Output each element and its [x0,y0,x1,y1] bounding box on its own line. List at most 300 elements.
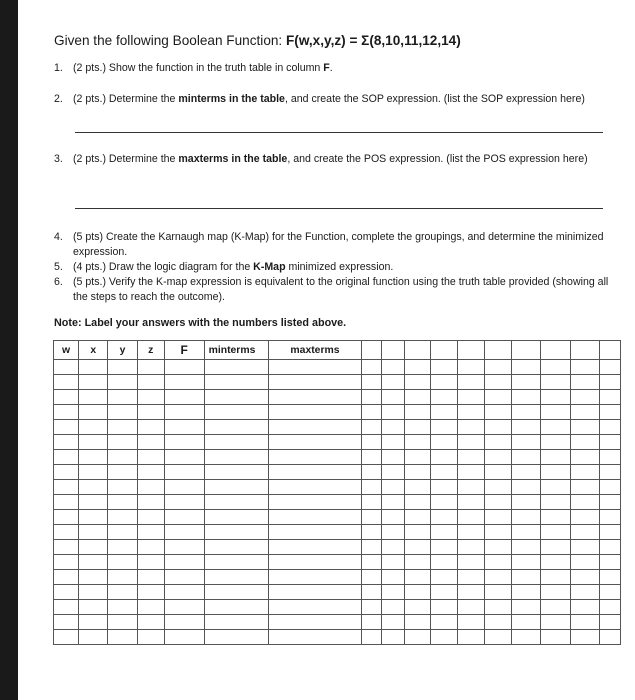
table-cell[interactable] [164,495,204,510]
table-cell[interactable] [79,540,108,555]
table-cell[interactable] [457,405,484,420]
table-cell[interactable] [430,525,457,540]
table-cell[interactable] [382,615,405,630]
table-cell[interactable] [269,495,361,510]
table-cell[interactable] [108,585,137,600]
table-cell[interactable] [137,630,164,645]
table-cell[interactable] [405,510,430,525]
table-cell[interactable] [570,510,599,525]
table-cell[interactable] [405,630,430,645]
table-cell[interactable] [430,465,457,480]
table-cell[interactable] [541,615,570,630]
table-cell[interactable] [430,420,457,435]
table-cell[interactable] [541,375,570,390]
table-cell[interactable] [204,630,269,645]
table-cell[interactable] [361,510,382,525]
table-cell[interactable] [164,405,204,420]
table-cell[interactable] [484,480,511,495]
table-cell[interactable] [361,525,382,540]
table-cell[interactable] [204,585,269,600]
table-cell[interactable] [541,555,570,570]
table-cell[interactable] [457,450,484,465]
table-cell[interactable] [137,600,164,615]
table-cell[interactable] [570,495,599,510]
table-cell[interactable] [108,510,137,525]
table-cell[interactable] [269,630,361,645]
table-cell[interactable] [269,585,361,600]
table-cell[interactable] [405,525,430,540]
table-cell[interactable] [54,375,79,390]
table-cell[interactable] [512,495,541,510]
table-cell[interactable] [484,360,511,375]
table-cell[interactable] [512,585,541,600]
table-cell[interactable] [484,435,511,450]
table-cell[interactable] [108,570,137,585]
table-cell[interactable] [570,435,599,450]
table-cell[interactable] [484,390,511,405]
table-cell[interactable] [164,375,204,390]
table-cell[interactable] [430,495,457,510]
table-cell[interactable] [164,525,204,540]
table-cell[interactable] [79,570,108,585]
table-cell[interactable] [79,420,108,435]
table-cell[interactable] [570,375,599,390]
table-cell[interactable] [269,510,361,525]
table-cell[interactable] [457,390,484,405]
table-cell[interactable] [382,465,405,480]
table-cell[interactable] [541,540,570,555]
table-cell[interactable] [457,435,484,450]
table-cell[interactable] [405,495,430,510]
table-cell[interactable] [108,615,137,630]
table-cell[interactable] [54,600,79,615]
table-cell[interactable] [405,555,430,570]
table-cell[interactable] [164,630,204,645]
table-cell[interactable] [512,510,541,525]
table-cell[interactable] [269,480,361,495]
table-cell[interactable] [54,615,79,630]
table-cell[interactable] [484,525,511,540]
table-cell[interactable] [137,495,164,510]
table-cell[interactable] [405,570,430,585]
pos-answer-line[interactable] [75,208,603,209]
table-cell[interactable] [54,525,79,540]
table-cell[interactable] [512,390,541,405]
table-cell[interactable] [137,540,164,555]
table-cell[interactable] [54,360,79,375]
table-cell[interactable] [405,615,430,630]
table-cell[interactable] [269,375,361,390]
table-cell[interactable] [269,570,361,585]
table-cell[interactable] [484,600,511,615]
table-cell[interactable] [269,615,361,630]
table-cell[interactable] [164,510,204,525]
table-cell[interactable] [512,375,541,390]
table-cell[interactable] [108,600,137,615]
table-cell[interactable] [361,435,382,450]
table-cell[interactable] [361,585,382,600]
table-cell[interactable] [361,420,382,435]
table-cell[interactable] [570,450,599,465]
table-cell[interactable] [570,405,599,420]
table-cell[interactable] [457,555,484,570]
table-cell[interactable] [269,465,361,480]
table-cell[interactable] [599,510,620,525]
table-cell[interactable] [204,495,269,510]
table-cell[interactable] [405,585,430,600]
table-cell[interactable] [54,495,79,510]
table-cell[interactable] [430,435,457,450]
table-cell[interactable] [164,585,204,600]
table-cell[interactable] [599,375,620,390]
table-cell[interactable] [54,630,79,645]
table-cell[interactable] [541,480,570,495]
table-cell[interactable] [430,600,457,615]
table-cell[interactable] [599,450,620,465]
table-cell[interactable] [512,525,541,540]
table-cell[interactable] [599,615,620,630]
table-cell[interactable] [405,600,430,615]
table-cell[interactable] [164,465,204,480]
table-cell[interactable] [570,360,599,375]
table-cell[interactable] [599,420,620,435]
table-cell[interactable] [457,375,484,390]
table-cell[interactable] [204,480,269,495]
table-cell[interactable] [512,570,541,585]
table-cell[interactable] [599,630,620,645]
table-cell[interactable] [204,570,269,585]
table-cell[interactable] [137,360,164,375]
table-cell[interactable] [269,450,361,465]
table-cell[interactable] [382,510,405,525]
table-cell[interactable] [599,480,620,495]
table-cell[interactable] [361,450,382,465]
table-cell[interactable] [405,360,430,375]
table-cell[interactable] [382,525,405,540]
table-cell[interactable] [79,360,108,375]
table-cell[interactable] [108,630,137,645]
table-cell[interactable] [430,405,457,420]
table-cell[interactable] [541,630,570,645]
table-cell[interactable] [108,495,137,510]
table-cell[interactable] [512,615,541,630]
table-cell[interactable] [269,435,361,450]
table-cell[interactable] [108,540,137,555]
table-cell[interactable] [512,600,541,615]
table-cell[interactable] [79,510,108,525]
table-cell[interactable] [430,450,457,465]
table-cell[interactable] [108,405,137,420]
table-cell[interactable] [405,420,430,435]
table-cell[interactable] [79,600,108,615]
table-cell[interactable] [405,540,430,555]
sop-answer-line[interactable] [75,132,603,133]
table-cell[interactable] [54,405,79,420]
table-cell[interactable] [512,450,541,465]
table-cell[interactable] [137,585,164,600]
table-cell[interactable] [79,525,108,540]
table-cell[interactable] [204,420,269,435]
table-cell[interactable] [164,420,204,435]
table-cell[interactable] [599,585,620,600]
table-cell[interactable] [430,615,457,630]
table-cell[interactable] [570,480,599,495]
table-cell[interactable] [570,540,599,555]
table-cell[interactable] [570,525,599,540]
table-cell[interactable] [430,585,457,600]
table-cell[interactable] [512,360,541,375]
table-cell[interactable] [204,600,269,615]
table-cell[interactable] [457,510,484,525]
table-cell[interactable] [164,555,204,570]
table-cell[interactable] [541,465,570,480]
table-cell[interactable] [382,495,405,510]
table-cell[interactable] [484,585,511,600]
table-cell[interactable] [79,465,108,480]
table-cell[interactable] [79,555,108,570]
table-cell[interactable] [570,420,599,435]
table-cell[interactable] [570,615,599,630]
table-cell[interactable] [361,495,382,510]
table-cell[interactable] [204,375,269,390]
table-cell[interactable] [382,450,405,465]
table-cell[interactable] [361,630,382,645]
table-cell[interactable] [204,390,269,405]
table-cell[interactable] [164,600,204,615]
table-cell[interactable] [54,555,79,570]
table-cell[interactable] [457,420,484,435]
table-cell[interactable] [599,360,620,375]
table-cell[interactable] [541,405,570,420]
table-cell[interactable] [79,450,108,465]
table-cell[interactable] [54,420,79,435]
table-cell[interactable] [361,465,382,480]
table-cell[interactable] [204,405,269,420]
table-cell[interactable] [405,465,430,480]
table-cell[interactable] [457,570,484,585]
table-cell[interactable] [79,585,108,600]
table-cell[interactable] [512,480,541,495]
table-cell[interactable] [269,405,361,420]
table-cell[interactable] [204,435,269,450]
table-cell[interactable] [204,555,269,570]
table-cell[interactable] [361,480,382,495]
table-cell[interactable] [108,375,137,390]
table-cell[interactable] [430,555,457,570]
table-cell[interactable] [137,465,164,480]
table-cell[interactable] [457,600,484,615]
table-cell[interactable] [599,540,620,555]
table-cell[interactable] [484,420,511,435]
table-cell[interactable] [164,540,204,555]
table-cell[interactable] [164,435,204,450]
table-cell[interactable] [204,465,269,480]
table-cell[interactable] [512,405,541,420]
table-cell[interactable] [269,390,361,405]
table-cell[interactable] [484,510,511,525]
table-cell[interactable] [599,525,620,540]
table-cell[interactable] [430,630,457,645]
table-cell[interactable] [137,390,164,405]
table-cell[interactable] [382,405,405,420]
table-cell[interactable] [79,480,108,495]
table-cell[interactable] [108,480,137,495]
table-cell[interactable] [405,405,430,420]
table-cell[interactable] [361,375,382,390]
table-cell[interactable] [164,390,204,405]
table-cell[interactable] [599,405,620,420]
table-cell[interactable] [164,570,204,585]
table-cell[interactable] [430,570,457,585]
table-cell[interactable] [361,555,382,570]
table-cell[interactable] [79,495,108,510]
table-cell[interactable] [269,600,361,615]
table-cell[interactable] [570,555,599,570]
table-cell[interactable] [137,405,164,420]
table-cell[interactable] [430,390,457,405]
table-cell[interactable] [79,435,108,450]
table-cell[interactable] [79,630,108,645]
table-cell[interactable] [108,525,137,540]
table-cell[interactable] [382,570,405,585]
table-cell[interactable] [599,495,620,510]
table-cell[interactable] [204,360,269,375]
table-cell[interactable] [570,570,599,585]
table-cell[interactable] [137,435,164,450]
table-cell[interactable] [79,405,108,420]
table-cell[interactable] [430,480,457,495]
table-cell[interactable] [430,360,457,375]
table-cell[interactable] [512,465,541,480]
table-cell[interactable] [457,540,484,555]
table-cell[interactable] [137,525,164,540]
table-cell[interactable] [457,615,484,630]
table-cell[interactable] [204,450,269,465]
table-cell[interactable] [570,600,599,615]
table-cell[interactable] [382,360,405,375]
table-cell[interactable] [541,420,570,435]
table-cell[interactable] [484,465,511,480]
table-cell[interactable] [484,555,511,570]
table-cell[interactable] [484,495,511,510]
table-cell[interactable] [108,450,137,465]
table-cell[interactable] [457,630,484,645]
table-cell[interactable] [382,390,405,405]
table-cell[interactable] [430,375,457,390]
table-cell[interactable] [361,540,382,555]
table-cell[interactable] [484,375,511,390]
table-cell[interactable] [382,600,405,615]
table-cell[interactable] [382,480,405,495]
table-cell[interactable] [484,570,511,585]
table-cell[interactable] [599,555,620,570]
table-cell[interactable] [599,465,620,480]
table-cell[interactable] [541,450,570,465]
table-cell[interactable] [269,555,361,570]
table-cell[interactable] [382,630,405,645]
table-cell[interactable] [382,420,405,435]
table-cell[interactable] [269,525,361,540]
table-cell[interactable] [361,615,382,630]
table-cell[interactable] [79,390,108,405]
table-cell[interactable] [54,390,79,405]
table-cell[interactable] [137,570,164,585]
table-cell[interactable] [164,480,204,495]
table-cell[interactable] [541,360,570,375]
table-cell[interactable] [484,630,511,645]
table-cell[interactable] [599,435,620,450]
table-cell[interactable] [541,570,570,585]
table-cell[interactable] [382,585,405,600]
table-cell[interactable] [79,615,108,630]
table-cell[interactable] [512,555,541,570]
table-cell[interactable] [164,450,204,465]
table-cell[interactable] [484,615,511,630]
table-cell[interactable] [599,390,620,405]
table-cell[interactable] [54,510,79,525]
table-cell[interactable] [164,360,204,375]
table-cell[interactable] [137,375,164,390]
table-cell[interactable] [54,570,79,585]
table-cell[interactable] [430,510,457,525]
table-cell[interactable] [541,585,570,600]
table-cell[interactable] [361,390,382,405]
table-cell[interactable] [457,495,484,510]
table-cell[interactable] [405,375,430,390]
table-cell[interactable] [137,450,164,465]
table-cell[interactable] [54,540,79,555]
table-cell[interactable] [570,585,599,600]
table-cell[interactable] [457,360,484,375]
table-cell[interactable] [54,450,79,465]
table-cell[interactable] [430,540,457,555]
table-cell[interactable] [541,510,570,525]
table-cell[interactable] [541,390,570,405]
table-cell[interactable] [457,480,484,495]
table-cell[interactable] [512,435,541,450]
table-cell[interactable] [541,525,570,540]
table-cell[interactable] [204,510,269,525]
table-cell[interactable] [204,615,269,630]
table-cell[interactable] [54,585,79,600]
table-cell[interactable] [79,375,108,390]
table-cell[interactable] [361,405,382,420]
table-cell[interactable] [137,555,164,570]
table-cell[interactable] [361,600,382,615]
table-cell[interactable] [108,420,137,435]
table-cell[interactable] [269,360,361,375]
table-cell[interactable] [361,360,382,375]
table-cell[interactable] [405,480,430,495]
table-cell[interactable] [108,435,137,450]
table-cell[interactable] [108,360,137,375]
table-cell[interactable] [108,465,137,480]
table-cell[interactable] [382,435,405,450]
table-cell[interactable] [541,435,570,450]
table-cell[interactable] [570,465,599,480]
table-cell[interactable] [457,525,484,540]
table-cell[interactable] [457,585,484,600]
table-cell[interactable] [405,390,430,405]
table-cell[interactable] [382,375,405,390]
table-cell[interactable] [269,420,361,435]
table-cell[interactable] [204,525,269,540]
table-cell[interactable] [204,540,269,555]
table-cell[interactable] [164,615,204,630]
table-cell[interactable] [512,540,541,555]
table-cell[interactable] [54,480,79,495]
table-cell[interactable] [54,465,79,480]
